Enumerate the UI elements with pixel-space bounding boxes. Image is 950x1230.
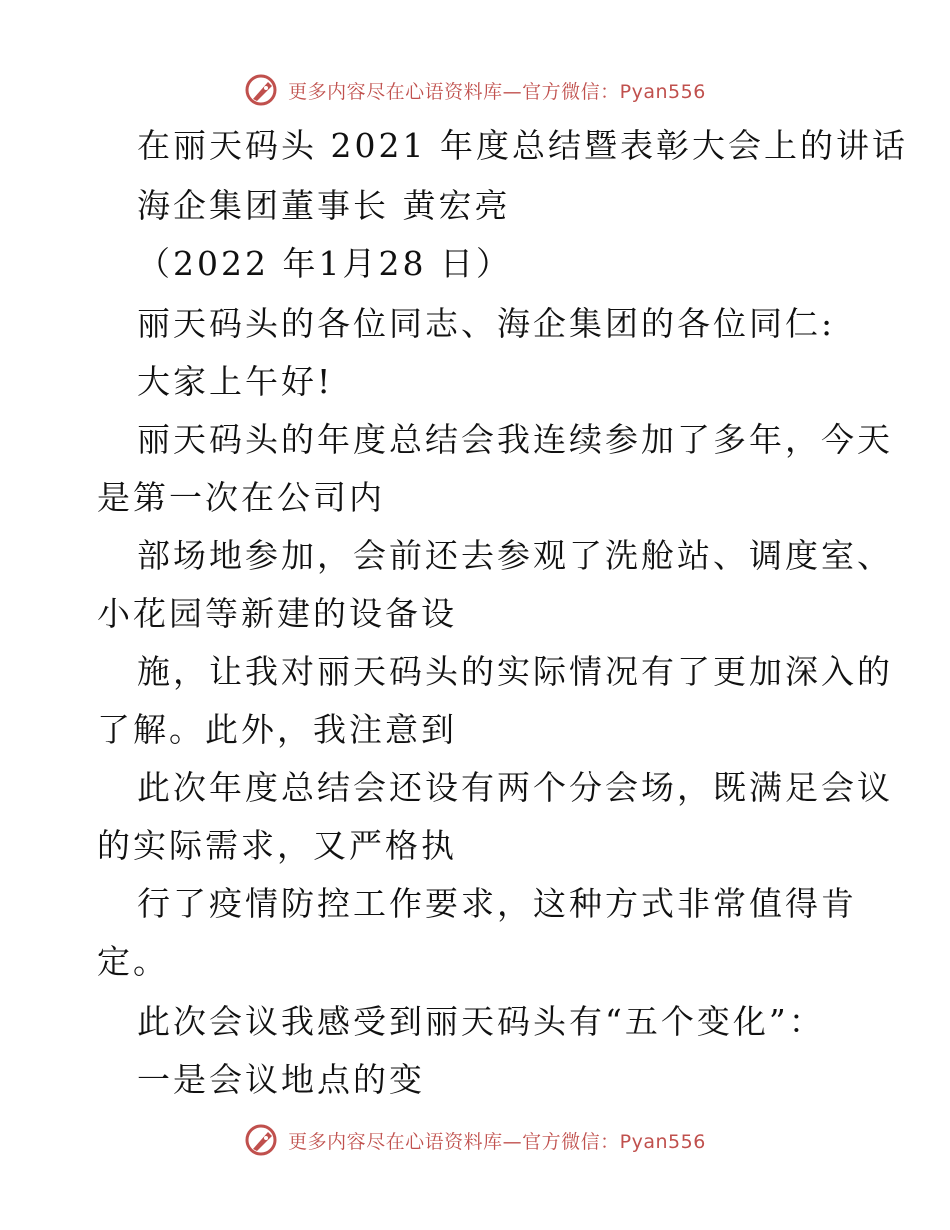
paragraph-line: 施，让我对丽天码头的实际情况有了更加深入的: [137, 652, 893, 691]
date-line: （2022 年1月28 日）: [137, 244, 512, 283]
paragraph-line: 此次会议我感受到丽天码头有“五个变化”：: [137, 1002, 825, 1041]
paragraph-line: 丽天码头的年度总结会我连续参加了多年，今天: [137, 420, 893, 459]
paragraph-line: 了解。此外，我注意到: [97, 710, 457, 749]
paragraph-line: 小花园等新建的设备设: [97, 594, 457, 633]
greeting-line: 大家上午好!: [137, 362, 334, 401]
speech-title: 在丽天码头 2021 年度总结暨表彰大会上的讲话: [137, 126, 908, 165]
header-watermark-banner: [0, 70, 950, 110]
paragraph-line: 是第一次在公司内: [97, 478, 385, 517]
paragraph-line: 定。: [97, 942, 169, 981]
watermark-text: 更多内容尽在心语资料库—官方微信：Pyan556: [288, 80, 706, 103]
paragraph-line: 此次年度总结会还设有两个分会场，既满足会议: [137, 768, 893, 807]
pen-nib-logo-icon: [244, 1123, 280, 1157]
footer-watermark-banner: [0, 1120, 950, 1160]
paragraph-line: 一是会议地点的变: [137, 1060, 425, 1099]
paragraph-line: 部场地参加，会前还去参观了洗舱站、调度室、: [137, 536, 893, 575]
watermark-text: 更多内容尽在心语资料库—官方微信：Pyan556: [288, 1130, 706, 1153]
salutation-line: 丽天码头的各位同志、海企集团的各位同仁:: [137, 304, 836, 343]
paragraph-line: 行了疫情防控工作要求，这种方式非常值得肯: [137, 884, 857, 923]
speaker-line: 海企集团董事长 黄宏亮: [137, 186, 511, 225]
paragraph-line: 的实际需求，又严格执: [97, 826, 457, 865]
pen-nib-logo-icon: [244, 73, 280, 107]
